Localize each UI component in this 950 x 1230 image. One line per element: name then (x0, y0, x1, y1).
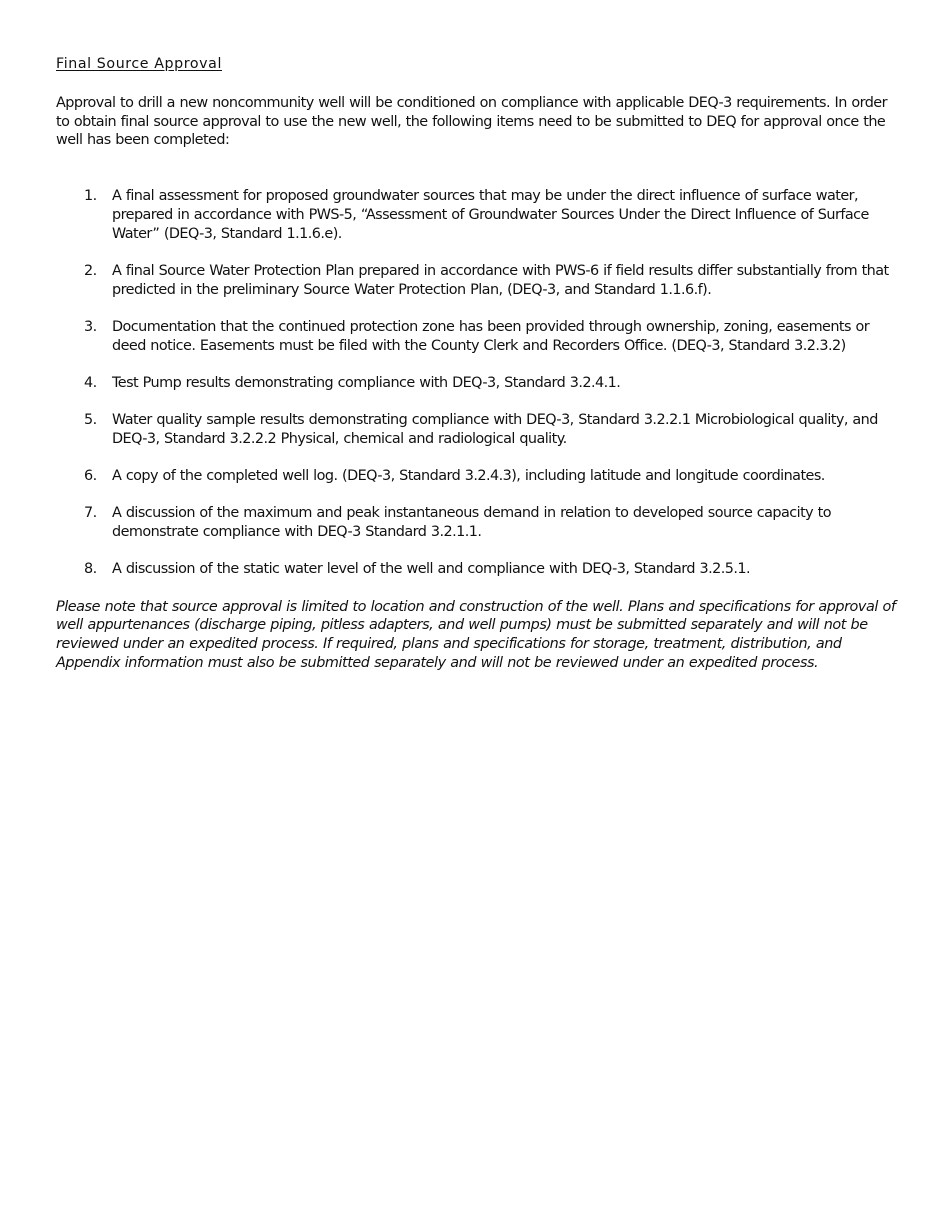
list-item (56, 504, 896, 541)
list-item-text: A discussion of the maximum and peak instantaneous demand in relation to developed source capacity to demonstrate compliance with DEQ-3 Standard 3.2.1.1. (112, 505, 832, 541)
list-item-text: A discussion of the static water level of the well and compliance with DEQ-3, Standard 3.2.5.1. (112, 561, 751, 578)
list-item-number: 1. (84, 188, 97, 205)
list-item-text: A final assessment for proposed groundwater sources that may be under the direct influence of surface water, prepared in accordance with PWS-5, “Assessment of Groundwater Sources Under the Direct Influence of Surface Water” (DEQ-3, Standard 1.1.6.e). (112, 188, 869, 242)
section-heading: Final Source Approval (56, 56, 222, 72)
approval-note: Please note that source approval is limited to location and construction of the well. Plans and specifications for approval of well appurtenances (discharge piping, pitless adapters, and well pumps) must be submitted separately and will not be reviewed under an expedited process. If required, plans and specifications for storage, treatment, distribution, and Appendix information must also be submitted separately and will not be reviewed under an expedited process. (56, 598, 896, 671)
list-item (56, 374, 896, 393)
list-item (56, 411, 896, 448)
list-item-number: 4. (84, 374, 97, 391)
list-item-text: Documentation that the continued protection zone has been provided through ownership, zoning, easements or deed notice. Easements must be filed with the County Clerk and Recorders Office. (DEQ-3, Standard 3.2.3.2) (112, 318, 870, 354)
list-item-number: 5. (84, 412, 97, 429)
requirements-list (56, 187, 896, 579)
list-item-text: Test Pump results demonstrating compliance with DEQ-3, Standard 3.2.4.1. (112, 374, 621, 391)
list-item-number: 6. (84, 468, 97, 485)
list-item (56, 467, 896, 486)
list-item (56, 187, 896, 243)
list-item-number: 3. (84, 318, 97, 335)
list-item-text: A final Source Water Protection Plan prepared in accordance with PWS-6 if field results differ substantially from that predicted in the preliminary Source Water Protection Plan, (DEQ-3, and Standard 1.1.6.f). (112, 262, 889, 298)
list-item-text: A copy of the completed well log. (DEQ-3, Standard 3.2.4.3), including latitude and longitude coordinates. (112, 468, 825, 485)
list-item (56, 262, 896, 299)
list-item (56, 318, 896, 355)
list-item (56, 560, 896, 579)
list-item-number: 8. (84, 561, 97, 578)
list-item-text: Water quality sample results demonstrating compliance with DEQ-3, Standard 3.2.2.1 Microbiological quality, and DEQ-3, Standard 3.2.2.2 Physical, chemical and radiological quality. (112, 412, 878, 447)
intro-paragraph: Approval to drill a new noncommunity well will be conditioned on compliance with applicable DEQ-3 requirements. In order to obtain final source approval to use the new well, the following items need to be submitted to DEQ for approval once the well has been completed: (56, 95, 887, 149)
list-item-number: 2. (84, 262, 97, 279)
list-item-number: 7. (84, 505, 97, 522)
document-page (56, 54, 896, 673)
